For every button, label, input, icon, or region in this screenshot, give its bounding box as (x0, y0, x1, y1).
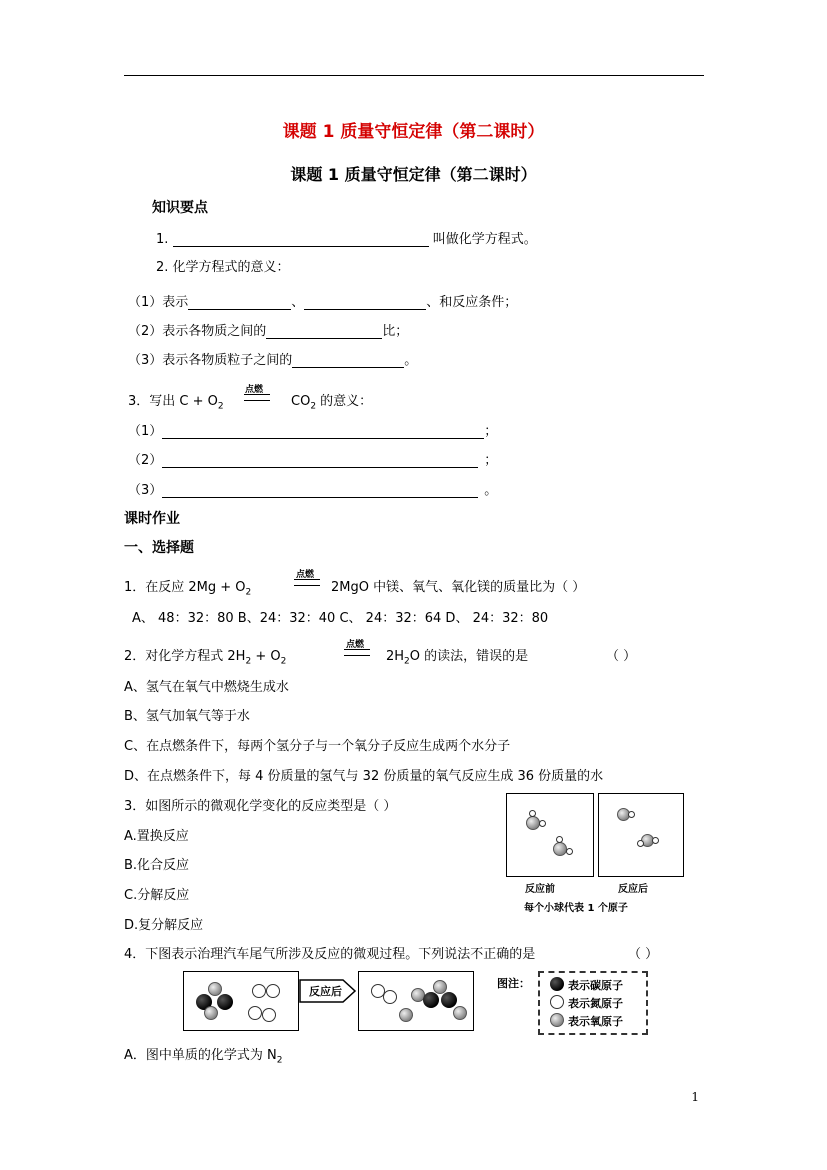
knowledge-item-1 (156, 228, 537, 247)
blank-line (304, 295, 426, 310)
q2-sub2: 2 (280, 656, 287, 667)
significance-3 (128, 479, 497, 498)
legend-nitrogen: 表示氮原子 (568, 997, 623, 1010)
q2-plus: + O (251, 649, 281, 664)
q3-option-d: D.复分解反应 (124, 918, 204, 933)
q2-tail: O 的读法，错误的是 (409, 649, 529, 664)
atom (441, 992, 457, 1008)
atom (628, 811, 635, 818)
atom (217, 994, 233, 1010)
m1-sep: 、 (291, 295, 305, 310)
reaction-condition: 点燃 (245, 385, 264, 395)
atom (453, 1006, 467, 1020)
q1-rhs: 2MgO 中镁、氧气、氧化镁的质量比为（ ） (331, 580, 586, 595)
blank-line (162, 453, 478, 468)
blank-line (188, 295, 291, 310)
atom (252, 984, 266, 998)
q2-option-d: D、在点燃条件下，每 4 份质量的氢气与 32 份质量的氧气反应生成 36 份质量的水 (124, 769, 604, 784)
m3-label: （3）表示各物质粒子之间的 (128, 353, 293, 368)
q2-sub3: 2 (404, 656, 410, 667)
page-title: 课题 1 质量守恒定律（第二课时） (290, 165, 537, 184)
atom (399, 1008, 413, 1022)
knowledge-item-2: 2. 化学方程式的意义： (156, 260, 290, 275)
question-1 (124, 576, 251, 598)
q3-option-a: A.置换反应 (124, 829, 189, 844)
page-number: 1 (691, 1090, 699, 1104)
s1-label: （1） (128, 424, 163, 439)
legend-title: 图注： (497, 977, 530, 990)
top-rule (124, 75, 704, 76)
atom (529, 810, 536, 817)
item3-lhs: 3．写出 C + O (128, 394, 218, 409)
q2-sub1: 2 (245, 656, 252, 667)
atom (539, 820, 546, 827)
carbon-atom-icon (550, 977, 564, 991)
q3-caption: 每个小球代表 1 个原子 (524, 903, 628, 914)
atom (204, 1006, 218, 1020)
s3-tail: 。 (484, 483, 498, 498)
significance-1 (128, 420, 497, 439)
blank-line (173, 232, 429, 247)
item3-product: CO (291, 394, 311, 409)
significance-2 (128, 449, 497, 468)
meaning-2 (128, 320, 408, 339)
q3-after-label: 反应后 (618, 884, 648, 895)
legend-oxygen: 表示氧原子 (568, 1015, 623, 1028)
atom (637, 840, 644, 847)
nitrogen-atom-icon (550, 995, 564, 1009)
q2-option-b: B、氢气加氧气等于水 (124, 709, 250, 724)
item3-sub: 2 (217, 401, 224, 412)
legend-carbon: 表示碳原子 (568, 979, 623, 992)
question-3: 3．如图所示的微观化学变化的反应类型是（ ） (124, 799, 397, 814)
atom (556, 836, 563, 843)
atom (423, 992, 439, 1008)
blank-line (266, 324, 382, 339)
atom (262, 1008, 276, 1022)
q2-option-a: A、氢气在氧气中燃烧生成水 (124, 680, 289, 695)
q2-product: 2H (386, 649, 405, 664)
q1-sub: 2 (245, 587, 252, 598)
q2-condition: 点燃 (346, 640, 365, 650)
s3-label: （3） (128, 483, 163, 498)
atom (526, 816, 540, 830)
q4-before-box (183, 971, 299, 1031)
item1-tail: 叫做化学方程式。 (432, 232, 537, 247)
s2-tail: ； (484, 453, 498, 468)
atom (266, 984, 280, 998)
knowledge-heading: 知识要点 (152, 200, 208, 216)
q3-option-c: C.分解反应 (124, 888, 190, 903)
equals-sign (244, 394, 270, 401)
atom (553, 842, 567, 856)
knowledge-item-3 (128, 390, 224, 412)
item3-rhs (291, 390, 372, 412)
atom (652, 837, 659, 844)
meaning-1 (128, 291, 517, 310)
q4-after-box (358, 971, 474, 1031)
q2-option-c: C、在点燃条件下，每两个氢分子与一个氧分子反应生成两个水分子 (124, 739, 511, 754)
homework-heading: 课时作业 (124, 511, 180, 527)
question-4: 4．下图表示治理汽车尾气所涉及反应的微观过程。下列说法不正确的是 (124, 947, 536, 962)
atom (208, 982, 222, 996)
question-2 (124, 645, 286, 667)
m1-label: （1）表示 (128, 295, 189, 310)
q3-option-b: B.化合反应 (124, 858, 190, 873)
q3-before-label: 反应前 (525, 884, 555, 895)
blank-line (162, 483, 478, 498)
page-title-red: 课题 1 质量守恒定律（第二课时） (282, 122, 545, 142)
arrow-label: 反应后 (309, 985, 342, 998)
meaning-3 (128, 349, 417, 368)
q2-rhs (386, 645, 528, 667)
item1-number: 1. (156, 232, 169, 247)
equals-sign (294, 579, 320, 586)
m3-tail: 。 (404, 353, 418, 368)
q3-after-box (598, 793, 684, 877)
m1-tail: 、和反应条件； (426, 295, 518, 310)
q4-a-sub: 2 (276, 1055, 283, 1066)
m2-label: （2）表示各物质之间的 (128, 324, 267, 339)
atom (248, 1006, 262, 1020)
blank-line (162, 424, 484, 439)
q4-answer-paren: （ ） (628, 947, 659, 962)
q4-legend (538, 971, 648, 1035)
section-choice: 一、选择题 (124, 540, 194, 556)
s1-tail: ； (484, 424, 498, 439)
oxygen-atom-icon (550, 1013, 564, 1027)
s2-label: （2） (128, 453, 163, 468)
blank-line (292, 353, 404, 368)
item3-product-sub: 2 (310, 401, 317, 412)
atom (383, 990, 397, 1004)
equals-sign (344, 649, 370, 656)
q1-options: A、 48：32：80 B、24：32：40 C、 24：32：64 D、 24：32：80 (132, 611, 549, 626)
q1-lhs: 1．在反应 2Mg + O (124, 580, 246, 595)
q4-a-text: A．图中单质的化学式为 N (124, 1048, 277, 1063)
q2-lhs: 2．对化学方程式 2H (124, 649, 246, 664)
q2-answer-paren: （ ） (606, 649, 637, 664)
m2-tail: 比； (382, 324, 409, 339)
q4-option-a (124, 1044, 283, 1066)
q1-condition: 点燃 (296, 570, 315, 580)
q3-before-box (506, 793, 594, 877)
atom (566, 848, 573, 855)
item3-tail: 的意义： (316, 394, 373, 409)
